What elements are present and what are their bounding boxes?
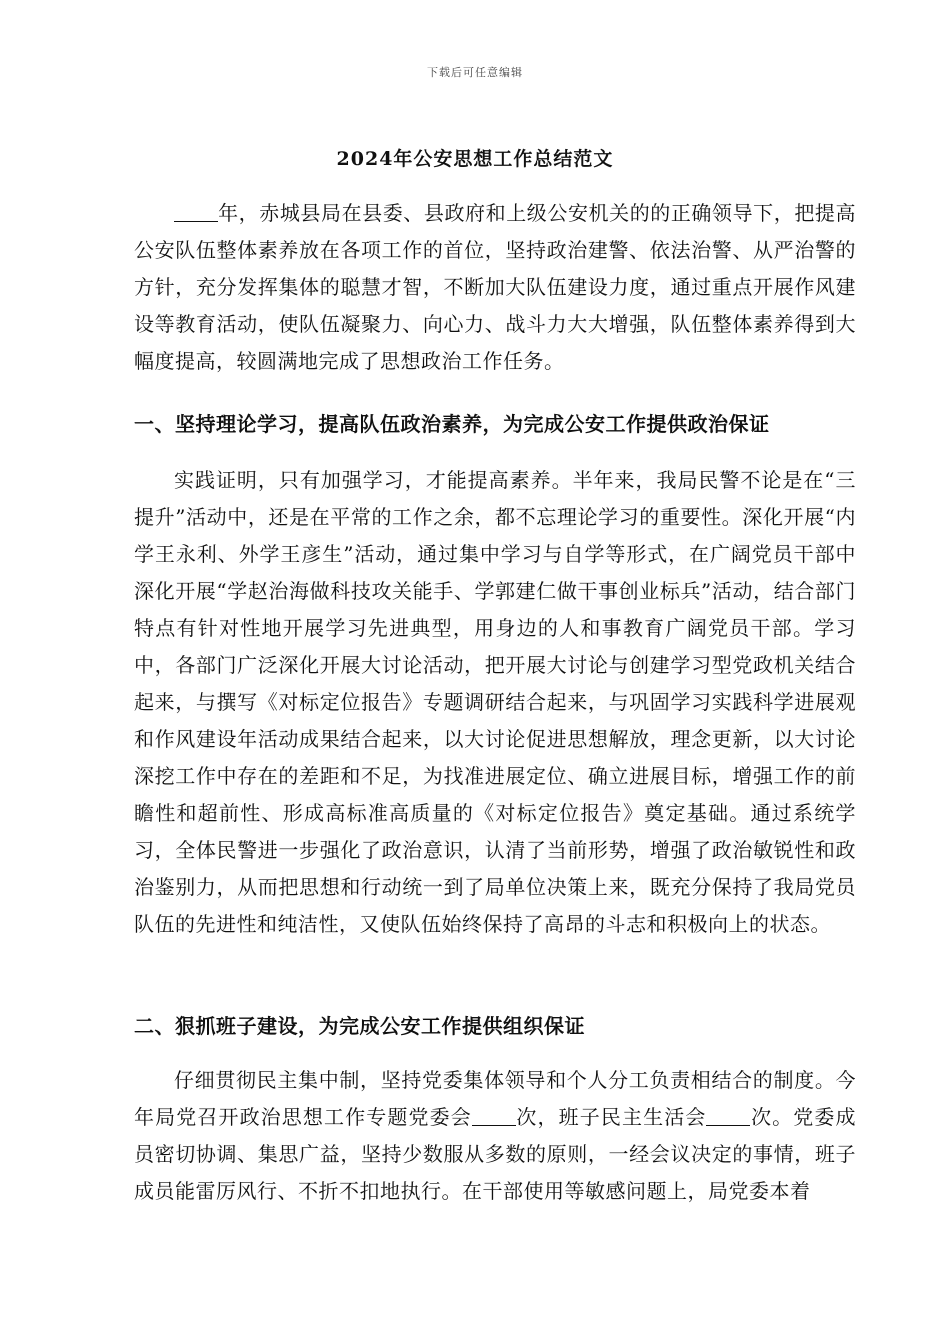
fill-in-blank: [472, 1105, 516, 1126]
fill-in-blank: [706, 1105, 750, 1126]
paragraph-section-2-text-a: 仔细贯彻民主集中制，坚持党委集体领导和个人分工负责相结合的制度。今年局党召开政治思想工作专题党委会: [134, 1068, 856, 1129]
paragraph-section-2: [134, 1062, 856, 1210]
paragraph-section-2-text-c: 次。党委成员密切协调、集思广益，坚持少数服从多数的原则，一经会议决定的事情，班子成员能雷厉风行、不折不扣地执行。在干部使用等敏感问题上，局党委本着: [134, 1105, 857, 1203]
paragraph-intro: [134, 195, 856, 380]
section-heading-2: 二、狠抓班子建设，为完成公安工作提供组织保证: [134, 1014, 585, 1038]
paragraph-section-1: 实践证明，只有加强学习，才能提高素养。半年来，我局民警不论是在“三提升”活动中，还是在平常的工作之余，都不忘理论学习的重要性。深化开展“内学王永利、外学王彦生”活动，通过集中学习与自学等形式，在广阔党员干部中深化开展“学赵治海做科技攻关能手、学郭建仁做干事创业标兵”活动，结合部门特点有针对性地开展学习先进典型，用身边的人和事教育广阔党员干部。学习中，各部门广泛深化开展大讨论活动，把开展大讨论与创建学习型党政机关结合起来，与撰写《对标定位报告》专题调研结合起来，与巩固学习实践科学进展观和作风建设年活动成果结合起来，以大讨论促进思想解放，理念更新，以大讨论深挖工作中存在的差距和不足，为找准进展定位、确立进展目标，增强工作的前瞻性和超前性、形成高标准高质量的《对标定位报告》奠定基础。通过系统学习，全体民警进一步强化了政治意识，认清了当前形势，增强了政治敏锐性和政治鉴别力，从而把思想和行动统一到了局单位决策上来，既充分保持了我局党员队伍的先进性和纯洁性，又使队伍始终保持了高昂的斗志和积极向上的状态。: [134, 468, 856, 936]
fill-in-blank: [174, 201, 218, 222]
paragraph-section-2-text-b: 次，班子民主生活会: [515, 1105, 707, 1129]
header-note: 下载后可任意编辑: [427, 66, 523, 79]
section-heading-1: 一、坚持理论学习，提高队伍政治素养，为完成公安工作提供政治保证: [134, 412, 770, 436]
document-title: 2024年公安思想工作总结范文: [336, 148, 614, 170]
paragraph-intro-text: 年，赤城县局在县委、县政府和上级公安机关的的正确领导下，把提高公安队伍整体素养放在各项工作的首位，坚持政治建警、依法治警、从严治警的方针，充分发挥集体的聪慧才智，不断加大队伍建设力度，通过重点开展作风建设等教育活动，使队伍凝聚力、向心力、战斗力大大增强，队伍整体素养得到大幅度提高，较圆满地完成了思想政治工作任务。: [134, 201, 856, 373]
